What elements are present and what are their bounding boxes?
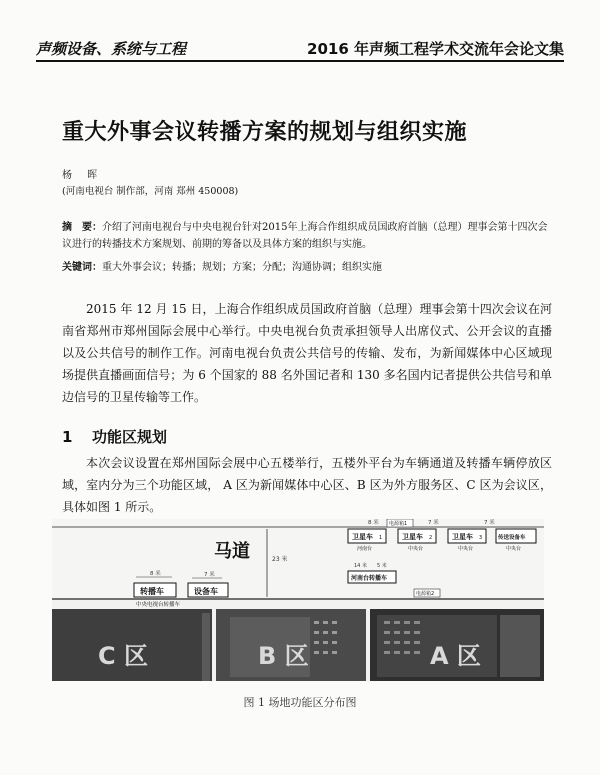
dim-14m-label: 14 米 <box>354 563 367 569</box>
henan-station-label: 河南台 <box>357 546 373 552</box>
satellite-truck-3-index: 3 <box>479 535 483 541</box>
dim-7m-b-label: 7 米 <box>428 520 439 526</box>
author: 杨 晖 <box>62 170 104 181</box>
zone-c-label: C 区 <box>98 642 148 670</box>
cctv-label-3: 中央台 <box>506 546 522 552</box>
broadcast-truck-left-label: 转播车 <box>140 587 164 596</box>
equipment-truck-label: 设备车 <box>194 587 218 596</box>
zone-c-pillar <box>202 613 210 681</box>
satellite-truck-3-label: 卫星车 <box>452 533 473 541</box>
satellite-truck-2-label: 卫星车 <box>402 533 423 541</box>
abstract-text: 介绍了河南电视台与中央电视台针对2015年上海合作组织成员国政府首脑（总理）理事会第十四次会议进行的转播技术方案规划、前期的筹备以及具体方案的组织与实施。 <box>62 222 548 250</box>
satellite-truck-2-index: 2 <box>429 535 433 541</box>
satellite-truck-1-label: 卫星车 <box>352 533 373 541</box>
abstract <box>62 219 552 253</box>
section-number: 1 <box>62 428 73 446</box>
dim-5m-label: 5 米 <box>377 563 387 569</box>
header-proceedings-title: 2016 年声频工程学术交流年会论文集 <box>307 40 564 58</box>
body-paragraph-2: 本次会议设置在郑州国际会展中心五楼举行，五楼外平台为车辆通道及转播车辆停放区域，室内分为三个功能区域， A 区为新闻媒体中心区、B 区为外方服务区、C 区为会议区，具体如图 1 所示。 <box>62 456 552 514</box>
running-header <box>36 38 564 62</box>
transport-truck-label: 传送设备车 <box>498 535 526 541</box>
section-heading <box>62 426 167 447</box>
dim-7m-c-label: 7 米 <box>484 520 495 526</box>
keywords-text: 重大外事会议；转播；规划；方案；分配；沟通协调；组织实施 <box>102 262 382 273</box>
keywords <box>62 258 382 273</box>
dim-8m-a-label: 8 米 <box>150 571 161 577</box>
zone-a-label: A 区 <box>430 642 481 670</box>
satellite-truck-1-index: 1 <box>379 535 383 541</box>
zone-b-label: B 区 <box>258 642 309 670</box>
header-journal-section: 声频设备、系统与工程 <box>36 40 187 58</box>
power-box-1-label: 电源箱1 <box>389 521 408 527</box>
cctv-label-2: 中央台 <box>458 546 474 552</box>
cctv-label-1: 中央台 <box>408 546 424 552</box>
dim-7m-a-label: 7 米 <box>204 572 215 578</box>
dim-23m-label: 23 米 <box>272 556 288 563</box>
body-paragraph-1: 2015 年 12 月 15 日，上海合作组织成员国政府首脑（总理）理事会第十四次会议在河南省郑州市郑州国际会展中心举行。中央电视台负责承担领导人出席仪式、公开会议的直播以及公共信号的制作工作。河南电视台负责公共信号的传输、发布，为新闻媒体中心区域现场提供直播画面信号；为 6 个国家的 88 名外国记者和 130 多名国内记者提供公共信号和单边信号的卫星传输等工作。 <box>62 302 552 404</box>
affiliation: (河南电视台 制作部，河南 郑州 450008) <box>62 186 239 197</box>
figure-caption: 图 1 场地功能区分布图 <box>243 696 357 709</box>
zone-a-side <box>500 615 540 677</box>
paper-title: 重大外事会议转播方案的规划与组织实施 <box>62 120 468 145</box>
venue-layout-figure <box>52 519 544 681</box>
abstract-label: 摘 要： <box>62 222 102 233</box>
cctv-broadcast-label: 中央电视台转播车 <box>136 602 181 608</box>
keywords-label: 关键词： <box>62 262 102 273</box>
road-label: 马道 <box>214 541 250 562</box>
section-title: 功能区规划 <box>92 428 168 446</box>
henan-broadcast-truck-label: 河南台转播车 <box>351 575 388 582</box>
power-box-2-label: 电源箱2 <box>416 591 435 597</box>
dim-8m-b-label: 8 米 <box>368 520 379 526</box>
